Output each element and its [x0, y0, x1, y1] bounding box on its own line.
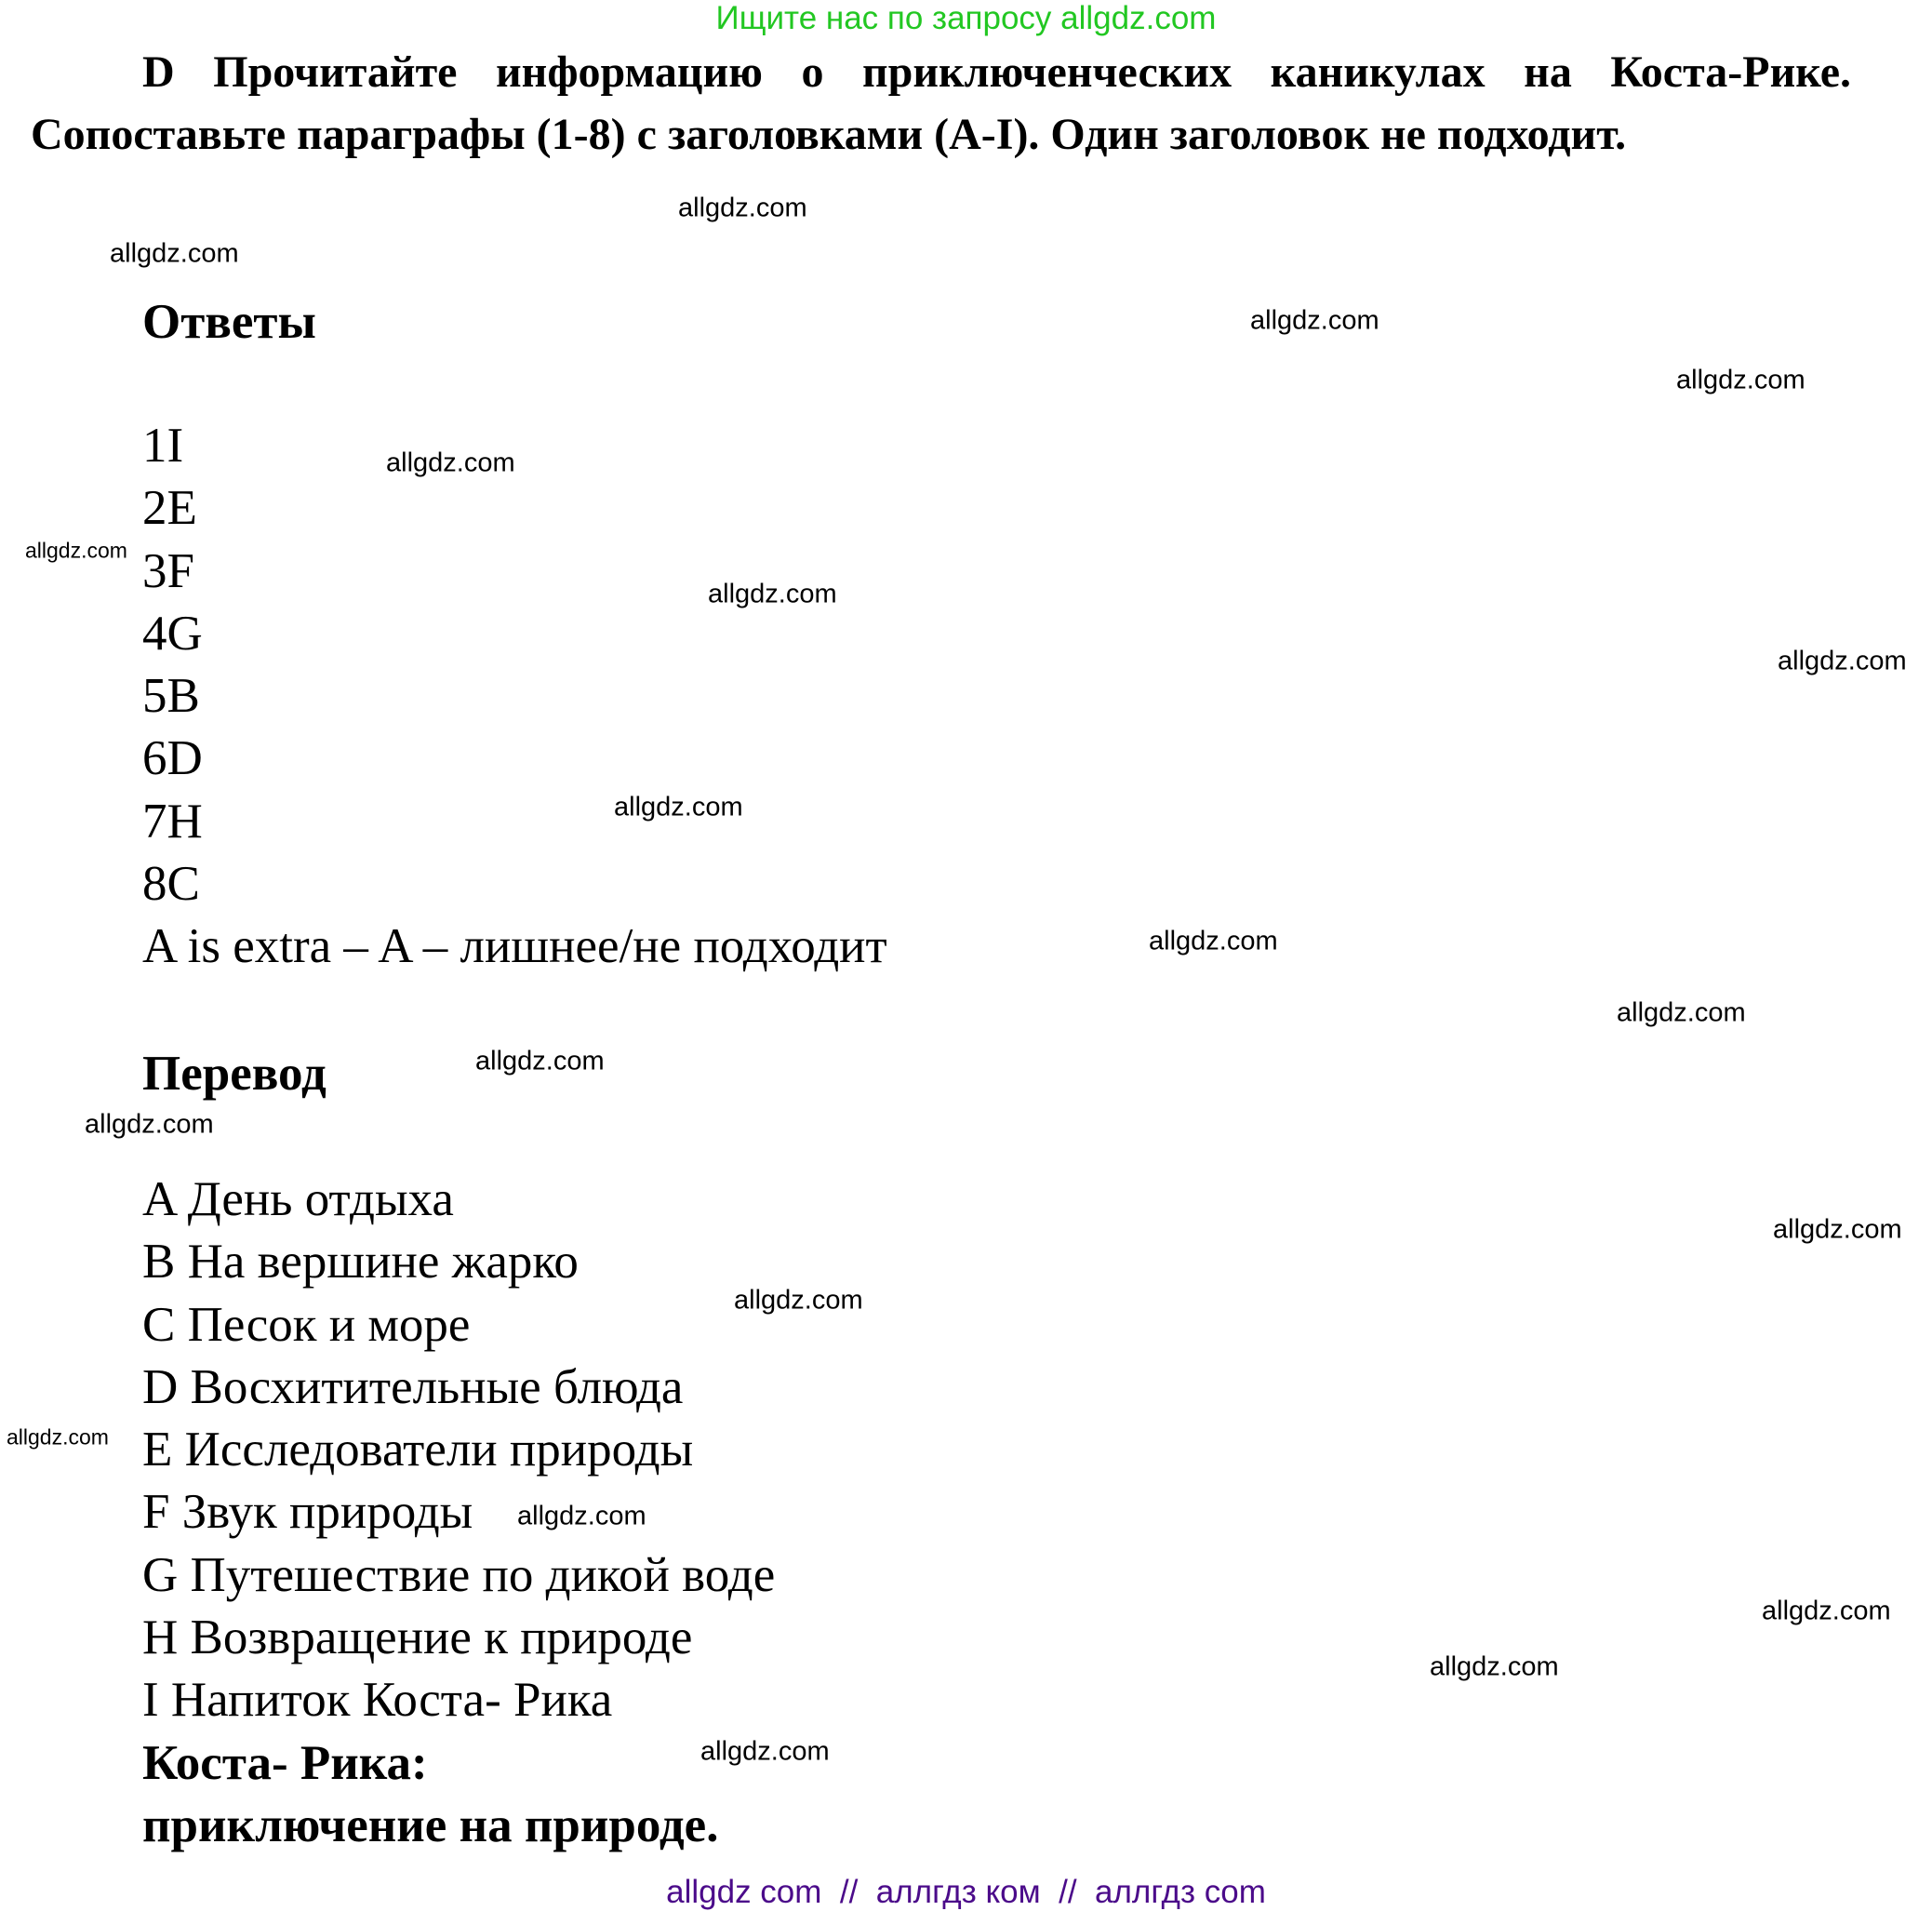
watermark: allgdz.com [1149, 926, 1278, 956]
watermark: allgdz.com [25, 538, 127, 563]
watermark: allgdz.com [1617, 997, 1746, 1028]
watermark: allgdz.com [1430, 1651, 1559, 1682]
task-instruction: D Прочитайте информацию о приключенческих каникулах на Коста-Рике. Сопоставьте параграфы (1-8) с заголовками (A-I). Один заголовок не подходит. [31, 47, 1851, 159]
watermark: allgdz.com [1676, 365, 1805, 395]
watermark: allgdz.com [7, 1424, 109, 1450]
watermark: allgdz.com [708, 579, 837, 609]
translation-item: F Звук природы [142, 1485, 473, 1540]
translation-item: I Напиток Коста- Рика [142, 1673, 613, 1728]
answer-item: 1I [142, 419, 184, 473]
watermark: allgdz.com [614, 792, 743, 822]
watermark: allgdz.com [1762, 1596, 1891, 1626]
watermark: allgdz.com [678, 193, 807, 223]
translation-item: A День отдыха [142, 1172, 454, 1226]
watermark: allgdz.com [386, 448, 515, 478]
text-title-line: Коста- Рика: [142, 1735, 428, 1790]
watermark: allgdz.com [1773, 1214, 1902, 1245]
watermark: allgdz.com [734, 1285, 863, 1316]
text-title-line: приключение на природе. [142, 1797, 719, 1852]
watermark: allgdz.com [475, 1046, 605, 1076]
watermark: allgdz.com [1778, 646, 1907, 676]
watermark: allgdz.com [1250, 305, 1379, 336]
watermark: allgdz.com [700, 1736, 830, 1767]
answer-item: 6D [142, 731, 203, 786]
watermark: allgdz.com [110, 238, 239, 269]
answer-item: 7H [142, 794, 203, 849]
translation-heading: Перевод [142, 1047, 326, 1101]
answers-list [142, 415, 887, 979]
answer-item: 3F [142, 543, 194, 598]
answer-extra-note: A is extra – A – лишнее/не подходит [142, 919, 887, 974]
answer-item: 8C [142, 857, 200, 912]
translation-item: G Путешествие по дикой воде [142, 1547, 776, 1602]
translation-list [142, 1169, 775, 1857]
translation-item: H Возвращение к природе [142, 1610, 693, 1665]
translation-item: C Песок и море [142, 1297, 471, 1352]
answers-heading: Ответы [142, 295, 316, 349]
answer-item: 4G [142, 606, 203, 661]
answer-item: 5B [142, 669, 200, 724]
header-banner: Ищите нас по запросу allgdz.com [715, 0, 1217, 36]
footer-banner: allgdz com // аллгдз ком // аллгдз com [666, 1874, 1266, 1910]
translation-item: B На вершине жарко [142, 1235, 579, 1290]
translation-item: E Исследователи природы [142, 1423, 694, 1477]
translation-item: D Восхитительные блюда [142, 1359, 684, 1414]
watermark: allgdz.com [517, 1501, 646, 1531]
answer-item: 2E [142, 481, 197, 536]
watermark: allgdz.com [85, 1109, 214, 1140]
